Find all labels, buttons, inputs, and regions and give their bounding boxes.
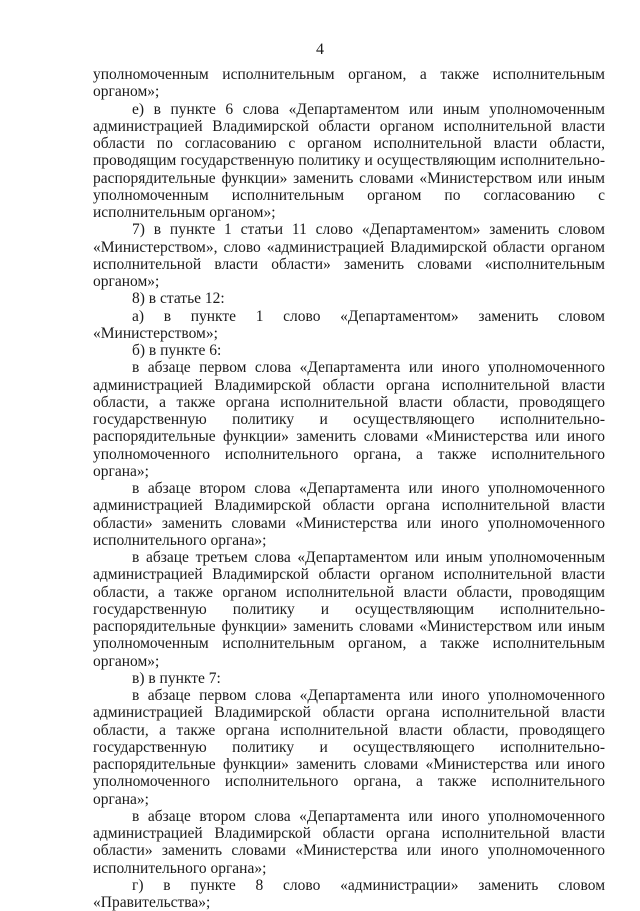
paragraph-item-8: 8) в статье 12: xyxy=(132,290,225,308)
document-body xyxy=(93,66,605,911)
paragraph-v-first: в абзаце первом слова «Департамента или иного уполномоченного администрацией Владимирской области органа исполнительной власти области, а также органа исполнительной власти области, проводящего государственную политику и осуществляющего исполнительно-распорядительные функции» заменить словами «Министерства или иного уполномоченного исполнительного органа, а также исполнительного органа»; xyxy=(93,687,605,808)
paragraph-continuation: уполномоченным исполнительным органом, а также исполнительным органом»; xyxy=(93,66,605,101)
paragraph-item-g: г) в пункте 8 слово «администрации» заменить словом «Правительства»; xyxy=(93,876,605,911)
paragraph-item-b: б) в пункте 6: xyxy=(132,342,222,359)
paragraph-b-second: в абзаце втором слова «Департамента или иного уполномоченного администрацией Владимирской области органа исполнительной власти области» заменить словами «Министерства или иного уполномоченного исполнительного органа»; xyxy=(93,480,605,549)
paragraph-item-a: а) в пункте 1 слово «Департаментом» заменить словом «Министерством»; xyxy=(93,307,605,342)
paragraph-b-third: в абзаце третьем слова «Департаментом или иным уполномоченным администрацией Владимирской области органом исполнительной власти области, а также органом исполнительной власти области, проводящим государственную политику и осуществляющим исполнительно-распорядительные функции» заменить словами «Министерством или иным уполномоченным исполнительным органом, а также исполнительным органом»; xyxy=(93,549,605,670)
paragraph-b-first: в абзаце первом слова «Департамента или иного уполномоченного администрацией Владимирской области органа исполнительной власти области, а также органа исполнительной власти области, проводящего государственную политику и осуществляющего исполнительно-распорядительные функции» заменить словами «Министерства или иного уполномоченного исполнительного органа, а также исполнительного органа»; xyxy=(93,359,605,480)
paragraph-v-second: в абзаце втором слова «Департамента или иного уполномоченного администрацией Владимирской области органа исполнительной власти области» заменить словами «Министерства или иного уполномоченного исполнительного органа»; xyxy=(93,807,605,877)
paragraph-item-7: 7) в пункте 1 статьи 11 слово «Департаментом» заменить словом «Министерством», слово «администрацией Владимирской области органом исполнительной власти области» заменить словами «исполнительным органом»; xyxy=(93,221,605,290)
paragraph-item-e: е) в пункте 6 слова «Департаментом или иным уполномоченным администрацией Владимирской области органом исполнительной власти области по согласованию с органом исполнительной власти области, проводящим государственную политику и осуществляющим исполнительно-распорядительные функции» заменить словами «Министерством или иным уполномоченным исполнительным органом по согласованию с исполнительным органом»; xyxy=(93,100,605,221)
page-number: 4 xyxy=(316,41,324,58)
paragraph-item-v: в) в пункте 7: xyxy=(132,669,221,687)
